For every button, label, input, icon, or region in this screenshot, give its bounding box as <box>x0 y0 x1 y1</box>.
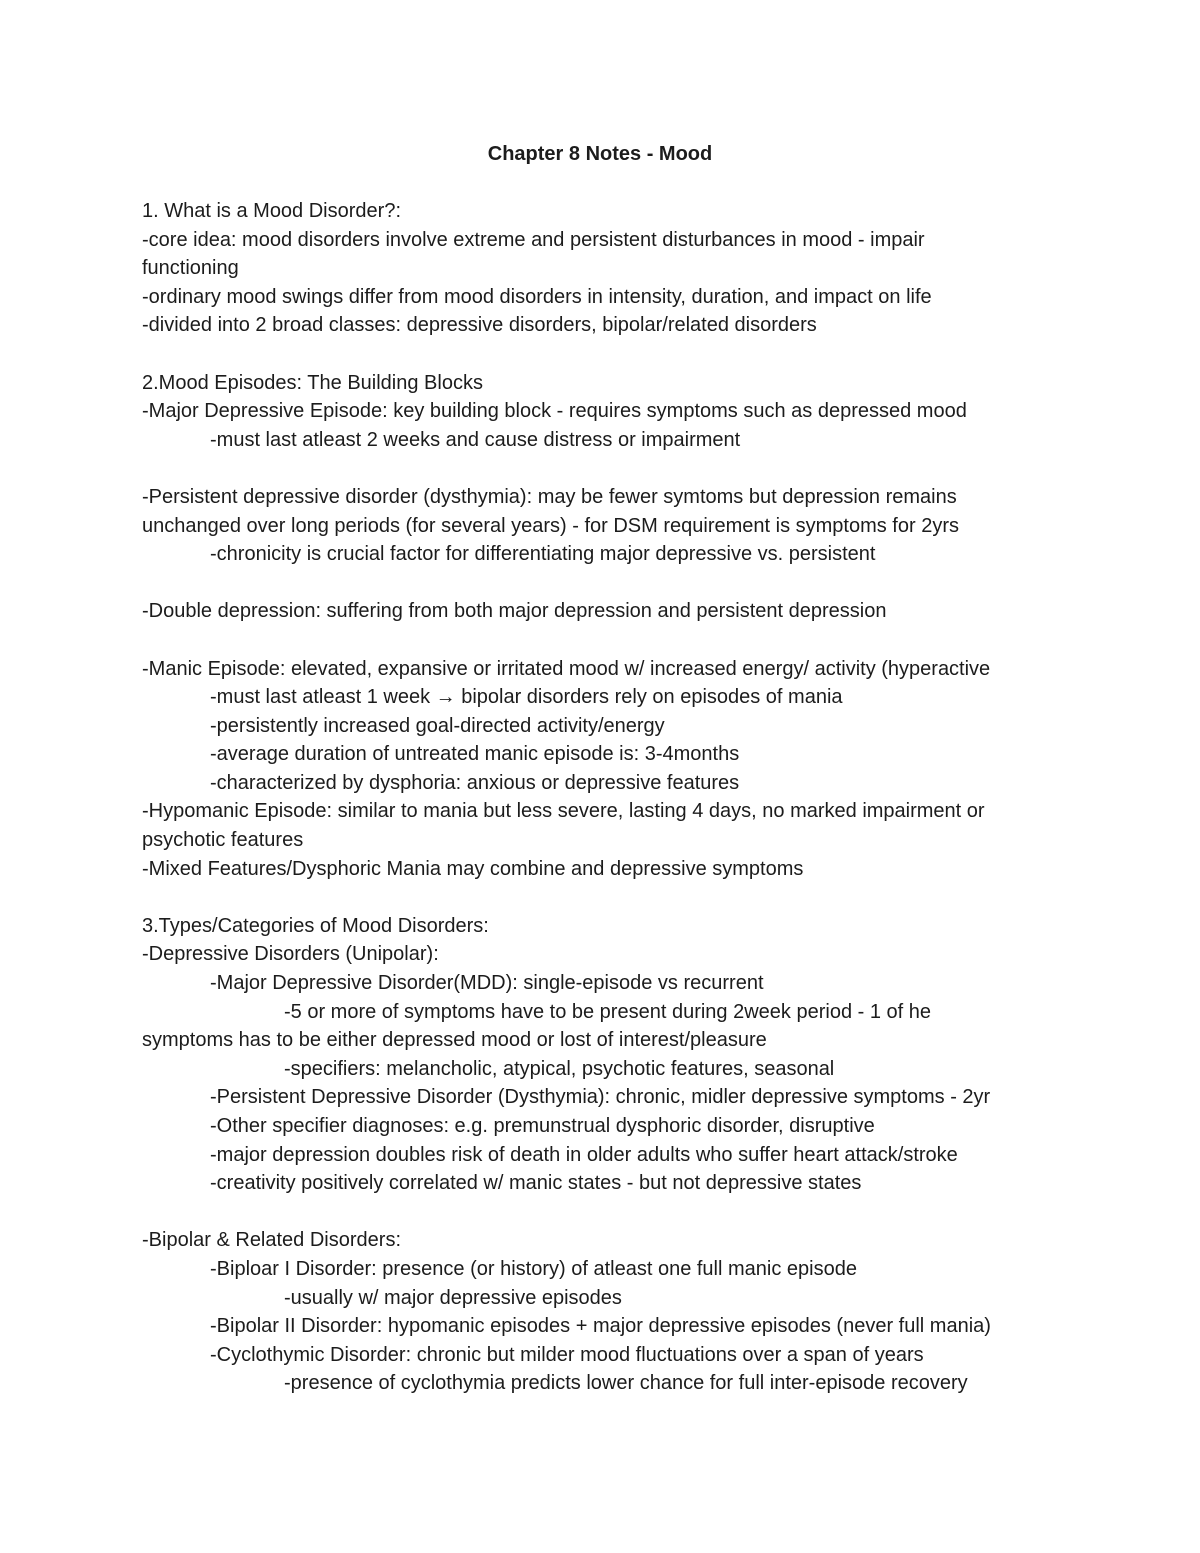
spacer <box>142 1198 1072 1227</box>
note-subline: -persistently increased goal-directed activity/energy <box>210 714 665 737</box>
note-line: -divided into 2 broad classes: depressive disorders, bipolar/related disorders <box>142 314 817 337</box>
spacer <box>142 340 1072 369</box>
note-subline: -must last atleast 2 weeks and cause distress or impairment <box>210 428 741 451</box>
note-line: -core idea: mood disorders involve extreme and persistent disturbances in mood - impair <box>142 228 925 251</box>
note-subline: -Bipolar II Disorder: hypomanic episodes + major depressive episodes (never full mania) <box>210 1315 991 1338</box>
note-subline: -creativity positively correlated w/ manic states - but not depressive states <box>210 1172 862 1195</box>
note-subline: -characterized by dysphoria: anxious or depressive features <box>210 771 740 794</box>
note-subsubline: -presence of cyclothymia predicts lower chance for full inter-episode recovery <box>284 1372 968 1395</box>
note-line: functioning <box>142 257 239 280</box>
note-subline: -Persistent Depressive Disorder (Dysthymia): chronic, midler depressive symptoms - 2yr <box>210 1086 991 1109</box>
note-line: -Mixed Features/Dysphoric Mania may combine and depressive symptoms <box>142 857 804 880</box>
note-subline: -Other specifier diagnoses: e.g. premunstrual dysphoric disorder, disruptive <box>210 1115 875 1137</box>
note-subline: -Major Depressive Disorder(MDD): single-episode vs recurrent <box>210 972 764 995</box>
note-line: -Bipolar & Related Disorders: <box>142 1229 401 1252</box>
note-line: unchanged over long periods (for several years) - for DSM requirement is symptoms for 2yrs <box>142 514 959 537</box>
note-line: -Persistent depressive disorder (dysthymia): may be fewer symtoms but depression remains <box>142 485 957 508</box>
note-subline: -average duration of untreated manic episode is: 3-4months <box>210 743 740 766</box>
spacer <box>142 454 1072 483</box>
spacer <box>142 626 1072 655</box>
spacer <box>142 883 1072 912</box>
spacer <box>142 569 1072 598</box>
note-line: psychotic features <box>142 829 304 852</box>
note-subline: -Cyclothymic Disorder: chronic but milder mood fluctuations over a span of years <box>210 1343 924 1366</box>
section-heading: 2.Mood Episodes: The Building Blocks <box>142 371 483 394</box>
note-subline: -chronicity is crucial factor for differentiating major depressive vs. persistent <box>210 543 876 566</box>
note-subline: -Biploar I Disorder: presence (or history) of atleast one full manic episode <box>210 1257 857 1280</box>
note-subsubline: -specifiers: melancholic, atypical, psychotic features, seasonal <box>284 1057 835 1080</box>
section-heading: 3.Types/Categories of Mood Disorders: <box>142 914 489 937</box>
note-line: -ordinary mood swings differ from mood disorders in intensity, duration, and impact on life <box>142 285 932 308</box>
note-subsubline: -usually w/ major depressive episodes <box>284 1286 622 1309</box>
note-subline: -major depression doubles risk of death in older adults who suffer heart attack/stroke <box>210 1143 958 1166</box>
note-line: symptoms has to be either depressed mood or lost of interest/pleasure <box>142 1029 767 1052</box>
note-line: -Depressive Disorders (Unipolar): <box>142 943 439 966</box>
note-line: -Manic Episode: elevated, expansive or irritated mood w/ increased energy/ activity (hyperactive <box>142 657 991 680</box>
page-title: Chapter 8 Notes - Mood <box>487 143 713 165</box>
section-heading: 1. What is a Mood Disorder?: <box>142 200 401 222</box>
note-line: -Double depression: suffering from both major depression and persistent depression <box>142 600 887 623</box>
notes-body <box>142 197 1072 1398</box>
note-line: -Hypomanic Episode: similar to mania but less severe, lasting 4 days, no marked impairment or <box>142 800 985 823</box>
note-line: -Major Depressive Episode: key building block - requires symptoms such as depressed mood <box>142 400 967 423</box>
note-subsubline: -5 or more of symptoms have to be present during 2week period - 1 of he <box>284 1000 932 1023</box>
note-subline: -must last atleast 1 week → bipolar disorders rely on episodes of mania <box>210 686 843 709</box>
